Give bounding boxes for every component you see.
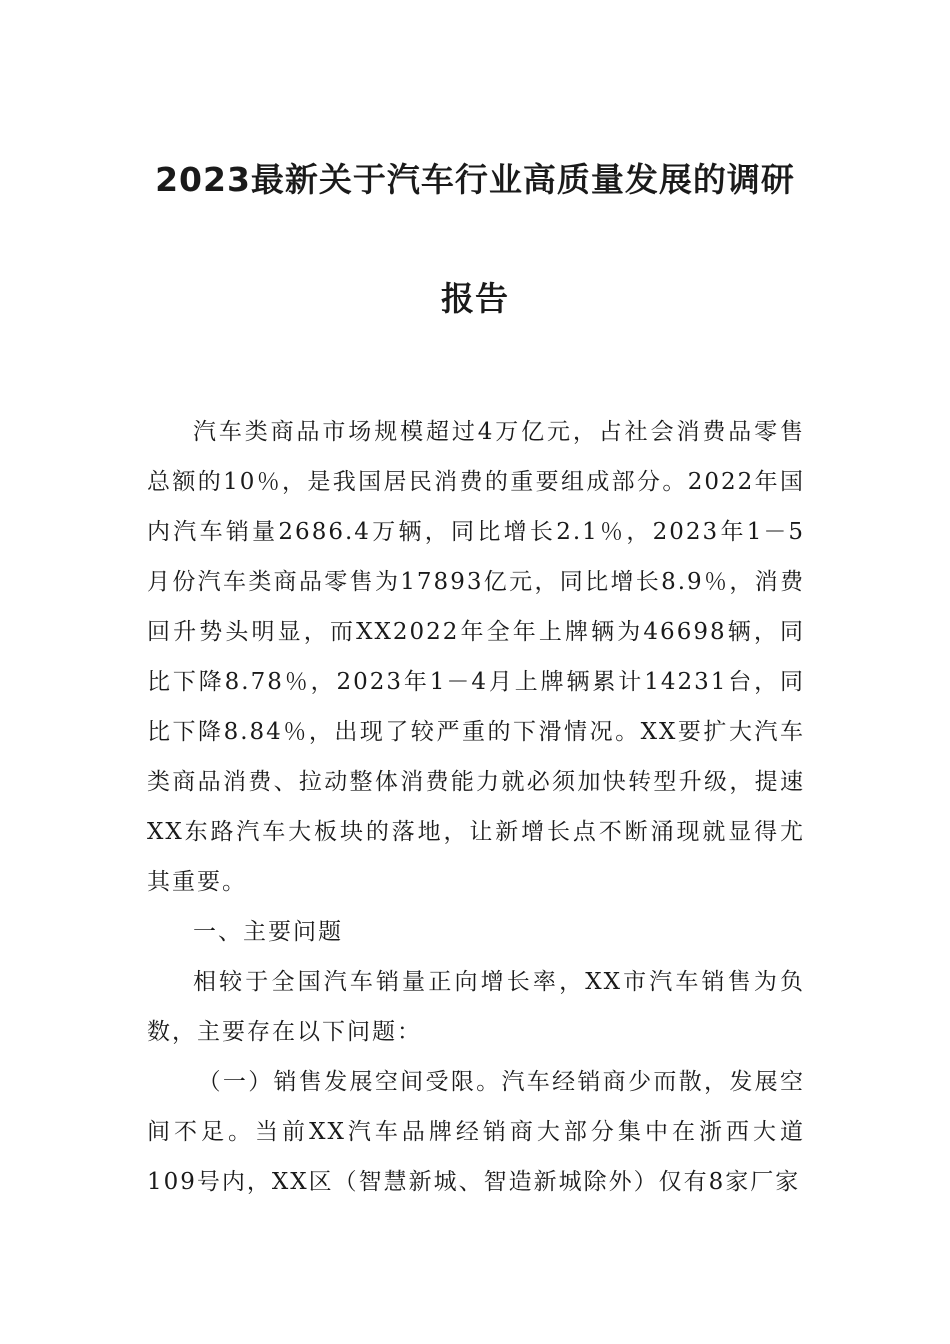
document-body bbox=[147, 407, 805, 1207]
document-title-line-2: 报告 bbox=[441, 279, 509, 318]
paragraph-intro: 汽车类商品市场规模超过4万亿元，占社会消费品零售总额的10％，是我国居民消费的重要组成部分。2022年国内汽车销量2686.4万辆，同比增长2.1％，2023年1－5月份汽车类商品零售为17893亿元，同比增长8.9％，消费回升势头明显，而XX2022年全年上牌辆为46698辆，同比下降8.78％，2023年1－4月上牌辆累计14231台，同比下降8.84％，出现了较严重的下滑情况。XX要扩大汽车类商品消费、拉动整体消费能力就必须加快转型升级，提速XX东路汽车大板块的落地，让新增长点不断涌现就显得尤其重要。 bbox=[147, 419, 805, 895]
paragraph-issues-intro: 相较于全国汽车销量正向增长率，XX市汽车销售为负数，主要存在以下问题： bbox=[147, 969, 805, 1045]
document-title-line-1: 2023最新关于汽车行业高质量发展的调研 bbox=[155, 160, 795, 199]
section-heading-main-issues: 一、主要问题 bbox=[193, 919, 343, 945]
paragraph-issue-1: （一）销售发展空间受限。汽车经销商少而散，发展空间不足。当前XX汽车品牌经销商大部分集中在浙西大道109号内，XX区（智慧新城、智造新城除外）仅有8家厂家 bbox=[147, 1069, 805, 1195]
